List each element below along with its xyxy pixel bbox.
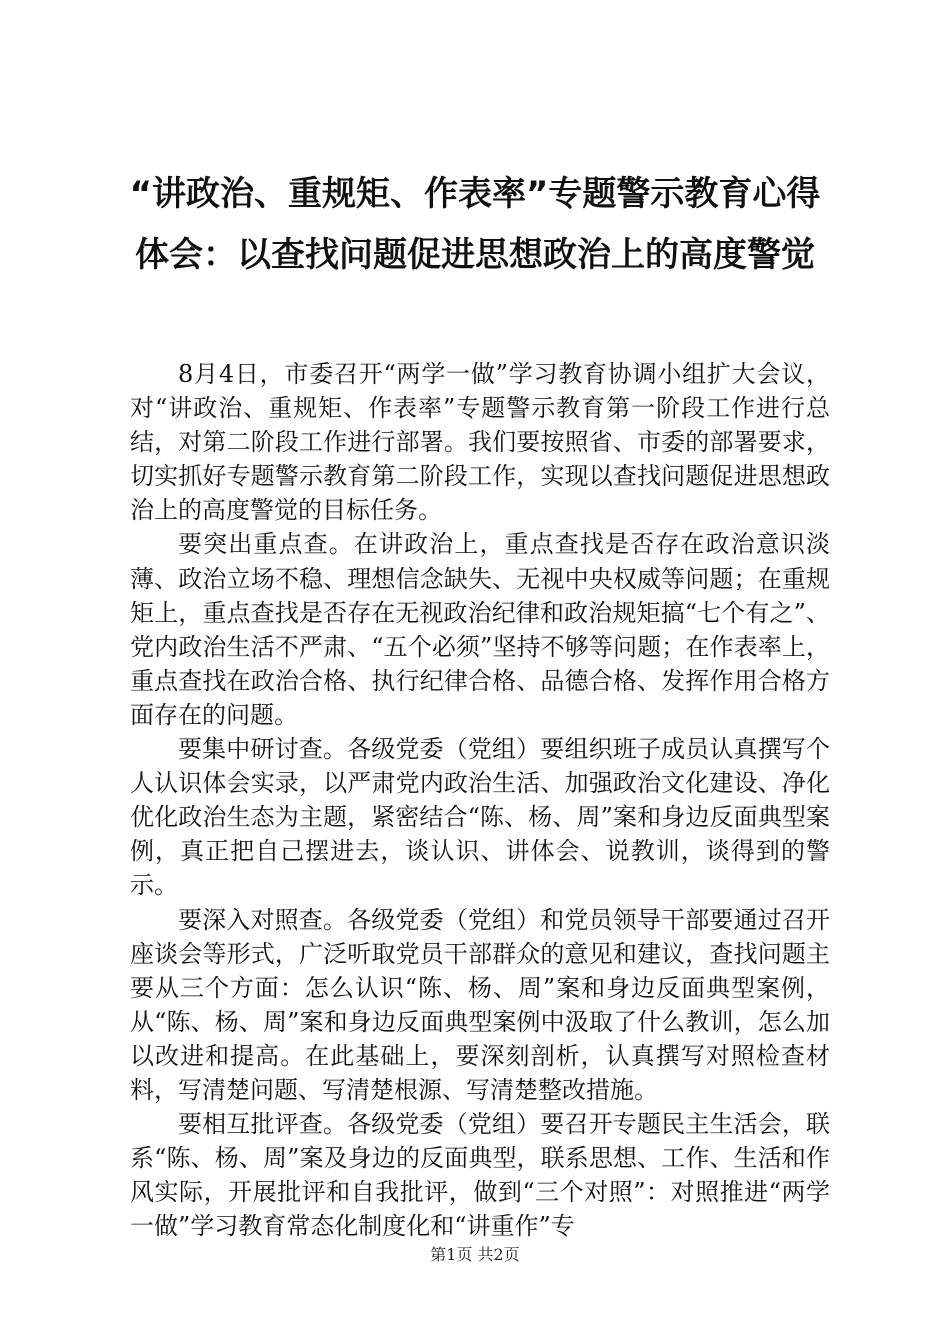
paragraph-comparison-check: 要深入对照查。各级党委（党组）和党员领导干部要通过召开座谈会等形式，广泛听取党员干部群众的意见和建议，查找问题主要从三个方面：怎么认识“陈、杨、周”案和身边反面典型案例，从“陈、杨、周”案和身边反面典型案例中汲取了什么教训，怎么加以改进和提高。在此基础上，要深刻剖析，认真撰写对照检查材料，写清楚问题、写清楚根源、写清楚整改措施。: [130, 905, 830, 1104]
paragraph-mutual-criticism: 要相互批评查。各级党委（党组）要召开专题民主生活会，联系“陈、杨、周”案及身边的反面典型，联系思想、工作、生活和作风实际，开展批评和自我批评，做到“三个对照”：对照推进“两学一做”学习教育常态化制度化和“讲重作”专: [130, 1110, 830, 1241]
paragraph-intro: 8月4日，市委召开“两学一做”学习教育协调小组扩大会议，对“讲政治、重规矩、作表率”专题警示教育第一阶段工作进行总结，对第二阶段工作进行部署。我们要按照省、市委的部署要求，切实抓好专题警示教育第二阶段工作，实现以查找问题促进思想政治上的高度警觉的目标任务。: [130, 360, 830, 525]
paragraph-group-discussion: 要集中研讨查。各级党委（党组）要组织班子成员认真撰写个人认识体会实录，以严肃党内政治生活、加强政治文化建设、净化优化政治生态为主题，紧密结合“陈、杨、周”案和身边反面典型案例，真正把自己摆进去，谈认识、讲体会、说教训，谈得到的警示。: [130, 735, 830, 900]
document-body: [130, 357, 830, 1243]
paragraph-focus-check: 要突出重点查。在讲政治上，重点查找是否存在政治意识淡薄、政治立场不稳、理想信念缺失、无视中央权威等问题；在重规矩上，重点查找是否存在无视政治纪律和政治规矩搞“七个有之”、党内政治生活不严肃、“五个必须”坚持不够等问题；在作表率上，重点查找在政治合格、执行纪律合格、品德合格、发挥作用合格方面存在的问题。: [130, 530, 830, 729]
page-number-footer: 第1页 共2页: [430, 1245, 520, 1264]
document-title: “讲政治、重规矩、作表率”专题警示教育心得体会：以查找问题促进思想政治上的高度警觉: [129, 174, 821, 275]
